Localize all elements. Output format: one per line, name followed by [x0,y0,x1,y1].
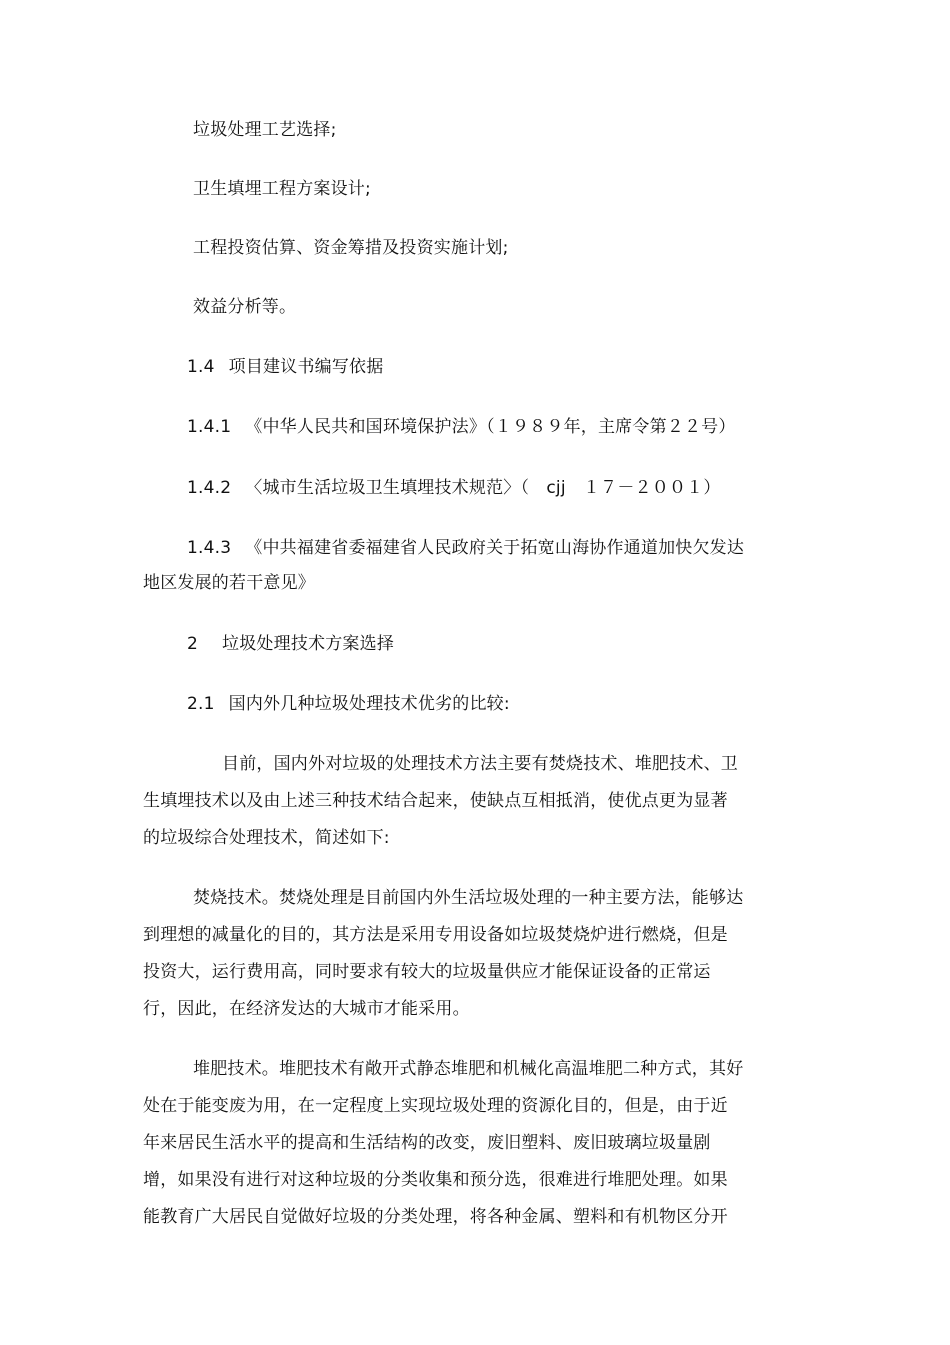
section-number: 2 [187,634,199,654]
reference-text: 《中共福建省委福建省人民政府关于拓宽山海协作通道加快欠发达 [245,538,745,558]
paragraph-line: 处在于能变废为用，在一定程度上实现垃圾处理的资源化目的，但是，由于近 [143,1096,728,1116]
paragraph-line: 到理想的减量化的目的，其方法是采用专用设备如垃圾焚烧炉进行燃烧，但是 [143,925,728,945]
reference-text: 《中华人民共和国环境保护法》（１９８９年，主席令第２２号） [245,417,736,437]
paragraph-line: 焚烧技术。焚烧处理是目前国内外生活垃圾处理的一种主要方法，能够达 [193,888,744,908]
list-item: 效益分析等。 [193,297,297,317]
reference-continuation: 地区发展的若干意见》 [143,573,315,593]
reference-1-4-2 [187,477,721,499]
paragraph-line: 投资大，运行费用高，同时要求有较大的垃圾量供应才能保证设备的正常运 [143,962,711,982]
section-number: 2.1 [187,694,215,714]
paragraph-line: 目前，国内外对垃圾的处理技术方法主要有焚烧技术、堆肥技术、卫 [222,754,738,774]
reference-1-4-3 [187,537,744,559]
section-title: 国内外几种垃圾处理技术优劣的比较: [228,694,510,714]
paragraph-line: 能教育广大居民自觉做好垃圾的分类处理，将各种金属、塑料和有机物区分开 [143,1207,728,1227]
reference-number: 1.4.1 [187,417,232,437]
paragraph-line: 年来居民生活水平的提高和生活结构的改变，废旧塑料、废旧玻璃垃圾量剧 [143,1133,711,1153]
section-heading-2 [187,633,394,655]
paragraph-line: 增，如果没有进行对这种垃圾的分类收集和预分选，很难进行堆肥处理。如果 [143,1170,728,1190]
list-item: 工程投资估算、资金筹措及投资实施计划; [193,238,509,258]
paragraph-line: 行，因此，在经济发达的大城市才能采用。 [143,999,470,1019]
section-number: 1.4 [187,357,215,377]
reference-text: 〈城市生活垃圾卫生填埋技术规范〉（ cjj １７－２００１） [245,478,721,498]
paragraph-line: 的垃圾综合处理技术，简述如下: [143,828,390,848]
reference-1-4-1 [187,416,736,438]
section-heading-2-1 [187,693,510,715]
list-item: 卫生填埋工程方案设计; [193,179,371,199]
list-item: 垃圾处理工艺选择; [193,120,337,140]
section-title: 项目建议书编写依据 [228,357,384,377]
section-title: 垃圾处理技术方案选择 [222,634,395,654]
reference-number: 1.4.3 [187,538,232,558]
section-heading-1-4 [187,356,383,378]
reference-number: 1.4.2 [187,478,232,498]
paragraph-line: 生填埋技术以及由上述三种技术结合起来，使缺点互相抵消，使优点更为显著 [143,791,728,811]
paragraph-line: 堆肥技术。堆肥技术有敞开式静态堆肥和机械化高温堆肥二种方式，其好 [193,1059,744,1079]
